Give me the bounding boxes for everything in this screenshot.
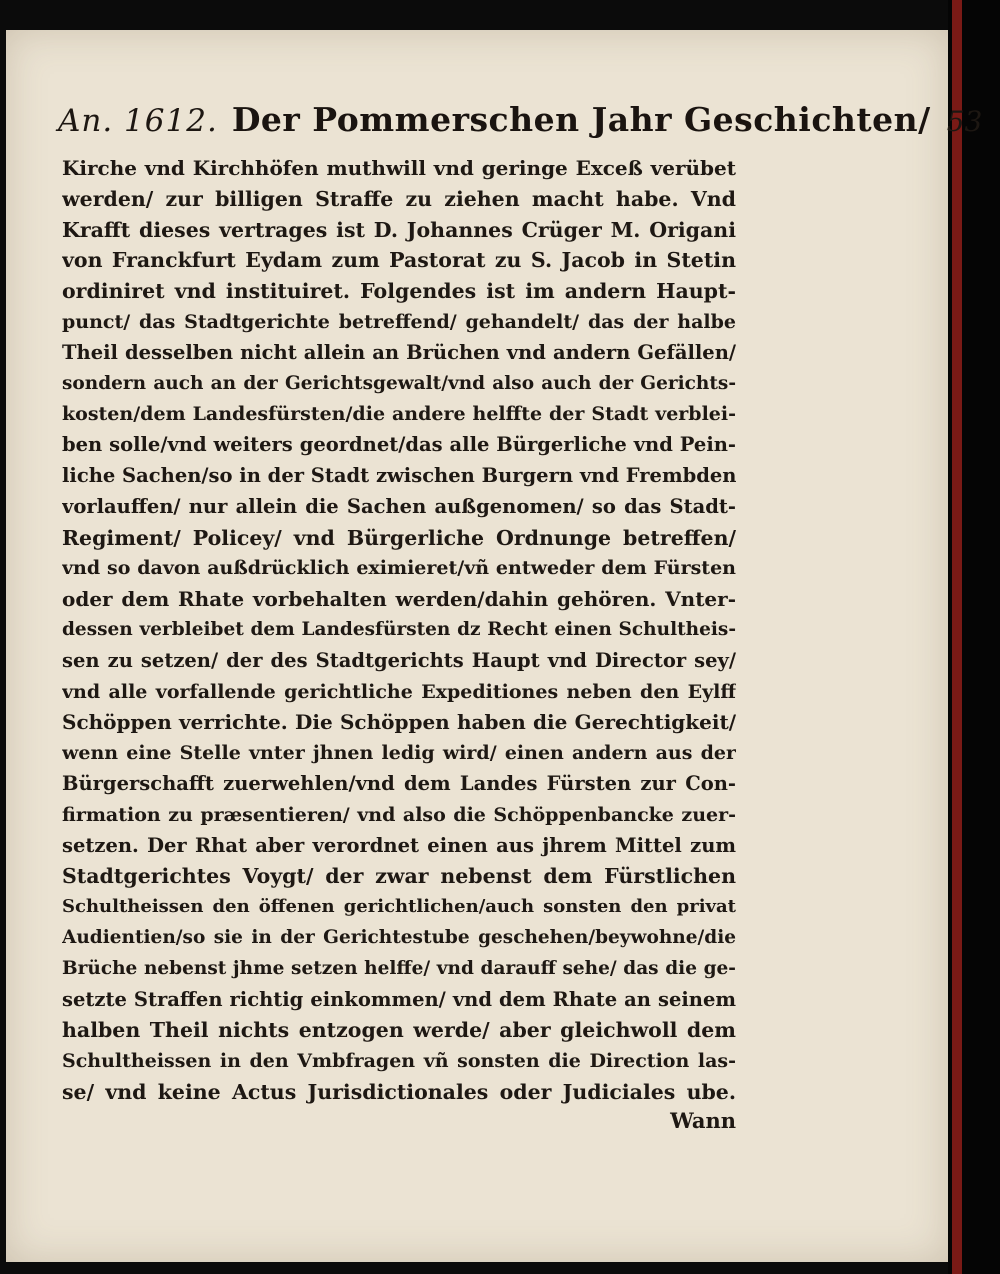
text-line: kosten/dem Landesfürsten/die andere helffte der Stadt verblei- bbox=[62, 403, 736, 426]
body-text bbox=[62, 153, 736, 1108]
running-header bbox=[58, 100, 983, 152]
header-title: Der Pommerschen Jahr Geschichten/ bbox=[231, 100, 931, 139]
text-line: liche Sachen/so in der Stadt zwischen Burgern vnd Frembden bbox=[62, 463, 736, 487]
text-line: halben Theil nichts entzogen werde/ aber gleichwoll dem bbox=[62, 1018, 736, 1043]
header-year: An. 1612. bbox=[58, 103, 218, 139]
text-line: Stadtgerichtes Voygt/ der zwar nebenst dem Fürstlichen bbox=[62, 864, 736, 889]
text-line: Bürgerschafft zuerwehlen/vnd dem Landes Fürsten zur Con- bbox=[62, 771, 736, 795]
catchword: Wann bbox=[670, 1108, 736, 1133]
text-line: Krafft dieses vertrages ist D. Johannes Crüger M. Origani bbox=[62, 217, 736, 242]
text-line: vorlauffen/ nur allein die Sachen außgenomen/ so das Stadt- bbox=[62, 494, 736, 518]
text-line: wenn eine Stelle vnter jhnen ledig wird/ einen andern aus der bbox=[62, 742, 736, 765]
text-line: vnd alle vorfallende gerichtliche Expeditiones neben den Eylff bbox=[62, 680, 736, 703]
text-line: werden/ zur billigen Straffe zu ziehen macht habe. Vnd bbox=[62, 186, 736, 211]
text-line: firmation zu præsentieren/ vnd also die Schöppenbancke zuer- bbox=[62, 803, 736, 826]
text-line: vnd so davon außdrücklich eximieret/vñ entweder dem Fürsten bbox=[62, 557, 736, 580]
text-line: ben solle/vnd weiters geordnet/das alle Bürgerliche vnd Pein- bbox=[62, 433, 736, 457]
text-line: sen zu setzen/ der des Stadtgerichts Haupt vnd Director sey/ bbox=[62, 648, 736, 672]
text-line: sondern auch an der Gerichtsgewalt/vnd also auch der Gerichts- bbox=[62, 372, 736, 394]
text-line: Brüche nebenst jhme setzen helffe/ vnd darauff sehe/ das die ge- bbox=[62, 957, 736, 979]
text-line: Kirche vnd Kirchhöfen muthwill vnd geringe Exceß verübet bbox=[62, 156, 736, 180]
text-line: Schultheissen in den Vmbfragen vñ sonsten die Direction las- bbox=[62, 1050, 736, 1073]
text-line: setzte Straffen richtig einkommen/ vnd dem Rhate an seinem bbox=[62, 987, 736, 1011]
text-line: punct/ das Stadtgerichte betreffend/ gehandelt/ das der halbe bbox=[62, 310, 736, 333]
text-line: Schöppen verrichte. Die Schöppen haben die Gerechtigkeit/ bbox=[62, 710, 736, 735]
text-line: se/ vnd keine Actus Jurisdictionales oder Judiciales ube. bbox=[62, 1079, 736, 1104]
text-line: Audientien/so sie in der Gerichtestube geschehen/beywohne/die bbox=[62, 926, 736, 948]
text-line: Regiment/ Policey/ vnd Bürgerliche Ordnunge betreffen/ bbox=[62, 525, 736, 550]
text-line: ordiniret vnd instituiret. Folgendes ist im andern Haupt- bbox=[62, 279, 736, 304]
text-line: Theil desselben nicht allein an Brüchen vnd andern Gefällen/ bbox=[62, 340, 736, 364]
scan-background-top bbox=[0, 0, 948, 30]
text-line: oder dem Rhate vorbehalten werden/dahin gehören. Vnter- bbox=[62, 587, 736, 612]
text-line: setzen. Der Rhat aber verordnet einen aus jhrem Mittel zum bbox=[62, 833, 736, 857]
text-line: Schultheissen den öffenen gerichtlichen/auch sonsten den privat bbox=[62, 896, 736, 918]
text-line: von Franckfurt Eydam zum Pastorat zu S. Jacob in Stetin bbox=[62, 248, 736, 273]
text-line: dessen verbleibet dem Landesfürsten dz Recht einen Schultheis- bbox=[62, 618, 736, 640]
binding-edge-strip bbox=[952, 0, 962, 1274]
page-number: 53 bbox=[946, 105, 983, 138]
